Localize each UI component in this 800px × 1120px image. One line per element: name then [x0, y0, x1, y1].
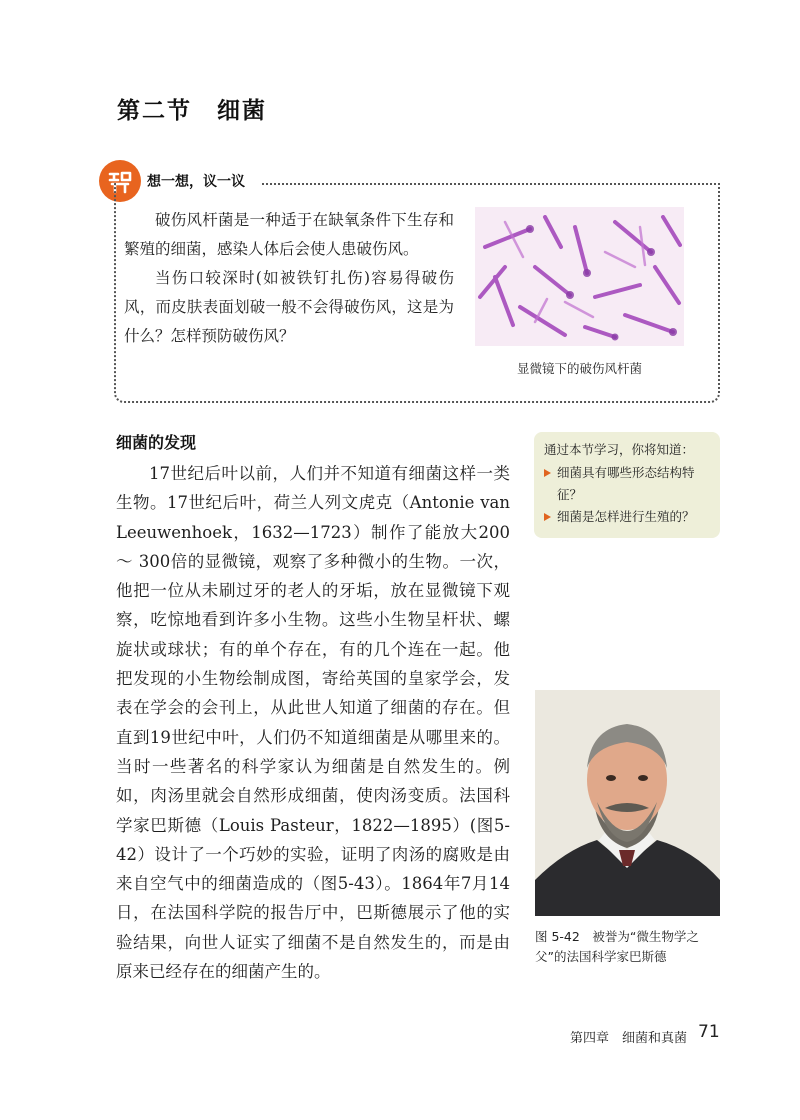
pasteur-portrait — [535, 690, 720, 916]
think-paragraph-1: 破伤风杆菌是一种适于在缺氧条件下生存和繁殖的细菌，感染人体后会使人患破伤风。 — [124, 211, 454, 258]
section-paragraph: 17世纪后叶以前，人们并不知道有细菌这样一类生物。17世纪后叶，荷兰人列文虎克（Antonie van Leeuwenhoek，1632—1723）制作了能放大200 ～ 300倍的显微镜，观察了多种微小的生物。一次，他把一位从未刷过牙的老人的牙垢，放在显微镜下观察，吃惊地看到许多小生物。这些小生物呈杆状、螺旋状或球状；有的单个存在，有的几个连在一起。他把发现的小生物绘制成图，寄给英国的皇家学会，发表在学会的会刊上，从此世人知道了细菌的存在。但直到19世纪中叶，人们仍不知道细菌是从哪里来的。当时一些著名的科学家认为细菌是自然发生的。例如，肉汤里就会自然形成细菌，使肉汤变质。法国科学家巴斯德（Louis Pasteur，1822—1895）(图5-42）设计了一个巧妙的实验，证明了肉汤的腐败是由来自空气中的细菌造成的（图5-43）。1864年7月14日，在法国科学院的报告厅中，巴斯德展示了他的实验结果，向世人证实了细菌不是自然发生的，而是由原来已经存在的细菌产生的。 — [116, 464, 510, 982]
learning-objective-item — [544, 462, 712, 506]
learning-objective-text: 细菌是怎样进行生殖的？ — [557, 509, 695, 524]
figure-caption: 图 5-42 被誉为“微生物学之父”的法国科学家巴斯德 — [535, 929, 699, 964]
micrograph-caption: 显微镜下的破伤风杆菌 — [516, 361, 642, 376]
footer-chapter-title: 第四章 细菌和真菌 — [570, 1031, 688, 1046]
learning-objectives-box — [534, 432, 720, 538]
think-discuss-heading: 想一想，议一议 — [147, 174, 245, 190]
learning-objective-text: 细菌具有哪些形态结构特征？ — [557, 465, 695, 502]
tetanus-bacteria-micrograph — [475, 207, 684, 346]
section-body — [116, 459, 510, 986]
section-heading: 细菌的发现 — [116, 433, 197, 452]
think-paragraph-2: 当伤口较深时(如被铁钉扎伤)容易得破伤风，而皮肤表面划破一般不会得破伤风，这是为什么？怎样预防破伤风？ — [124, 269, 454, 345]
page-number: 71 — [698, 1022, 720, 1042]
triangle-bullet-icon — [544, 469, 551, 477]
learning-objectives-title: 通过本节学习，你将知道： — [544, 442, 695, 457]
page-title: 第二节 细菌 — [117, 98, 267, 124]
think-discuss-text — [124, 206, 454, 351]
triangle-bullet-icon — [544, 513, 551, 521]
learning-objective-item — [544, 506, 712, 528]
